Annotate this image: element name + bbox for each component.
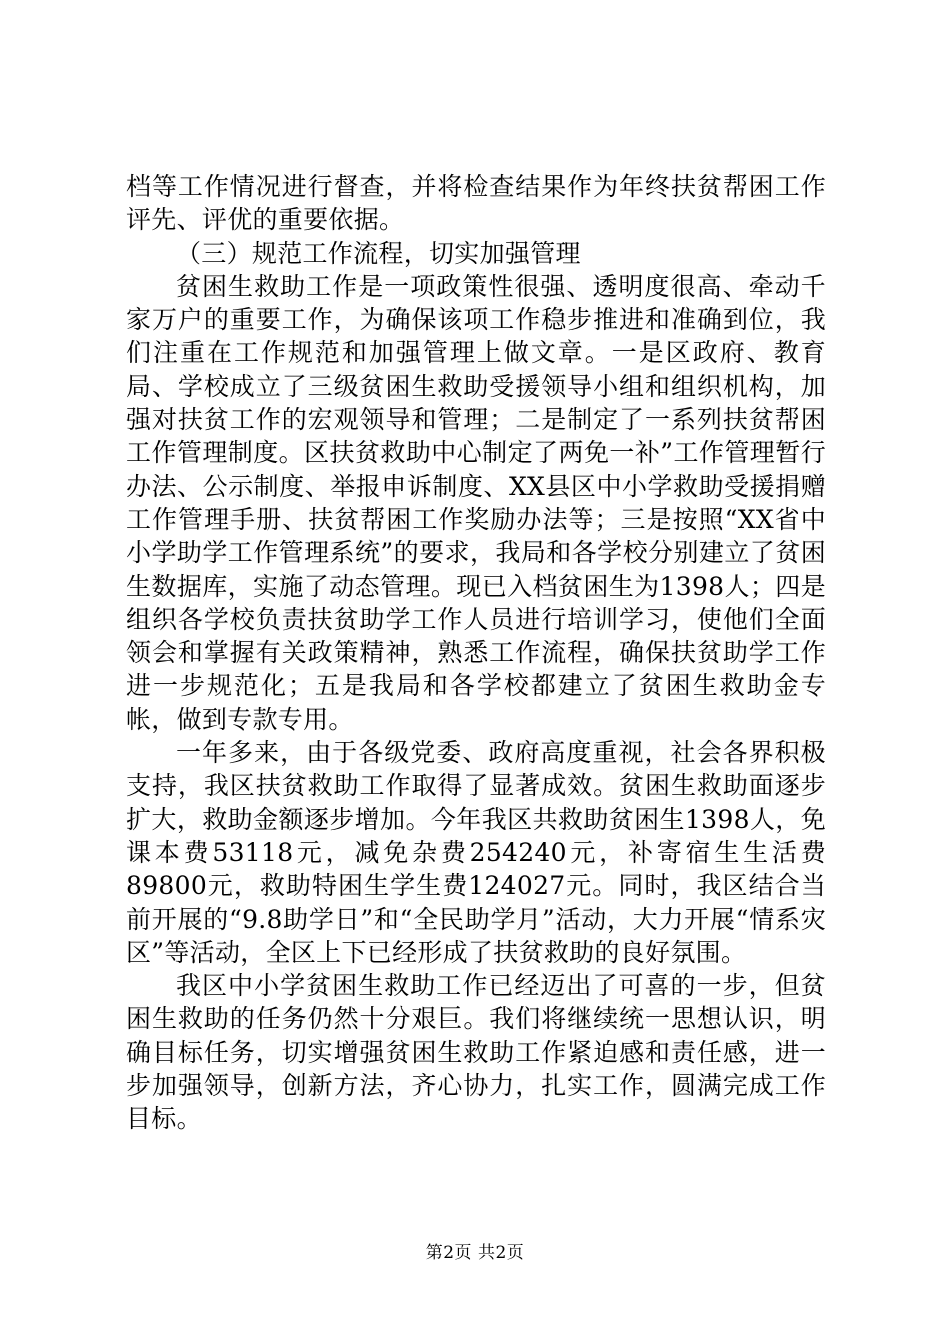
paragraph-results: 一年多来，由于各级党委、政府高度重视，社会各界积极支持，我区扶贫救助工作取得了显著成效。贫困生救助面逐步扩大，救助金额逐步增加。今年我区共救助贫困生1398人，免课本费53118元，减免杂费254240元，补寄宿生生活费89800元，救助特困生学生费124027元。同时，我区结合当前开展的“9.8助学日”和“全民助学月”活动，大力开展“情系灾区”等活动，全区上下已经形成了扶贫救助的良好氛围。 (126, 738, 826, 967)
section-heading: （三）规范工作流程，切实加强管理 (176, 238, 581, 268)
paragraph-conclusion: 我区中小学贫困生救助工作已经迈出了可喜的一步，但贫困生救助的任务仍然十分艰巨。我们将继续统一思想认识，明确目标任务，切实增强贫困生救助工作紧迫感和责任感，进一步加强领导，创新方法，齐心协力，扎实工作，圆满完成工作目标。 (126, 971, 826, 1134)
paragraph-continuation: 档等工作情况进行督查，并将检查结果作为年终扶贫帮困工作评先、评优的重要依据。 (126, 172, 826, 235)
page-footer: 第2页 共2页 (425, 1243, 525, 1263)
paragraph-workflow: 贫困生救助工作是一项政策性很强、透明度很高、牵动千家万户的重要工作，为确保该项工作稳步推进和准确到位，我们注重在工作规范和加强管理上做文章。一是区政府、教育局、学校成立了三级贫困生救助受援领导小组和组织机构，加强对扶贫工作的宏观领导和管理；二是制定了一系列扶贫帮困工作管理制度。区扶贫救助中心制定了两免一补”工作管理暂行办法、公示制度、举报申诉制度、XX县区中小学救助受援捐赠工作管理手册、扶贫帮困工作奖励办法等；三是按照“XX省中小学助学工作管理系统”的要求，我局和各学校分别建立了贫困生数据库，实施了动态管理。现已入档贫困生为1398人；四是组织各学校负责扶贫助学工作人员进行培训学习，使他们全面领会和掌握有关政策精神，熟悉工作流程，确保扶贫助学工作进一步规范化；五是我局和各学校都建立了贫困生救助金专帐，做到专款专用。 (126, 271, 826, 734)
document-body (126, 170, 826, 1136)
